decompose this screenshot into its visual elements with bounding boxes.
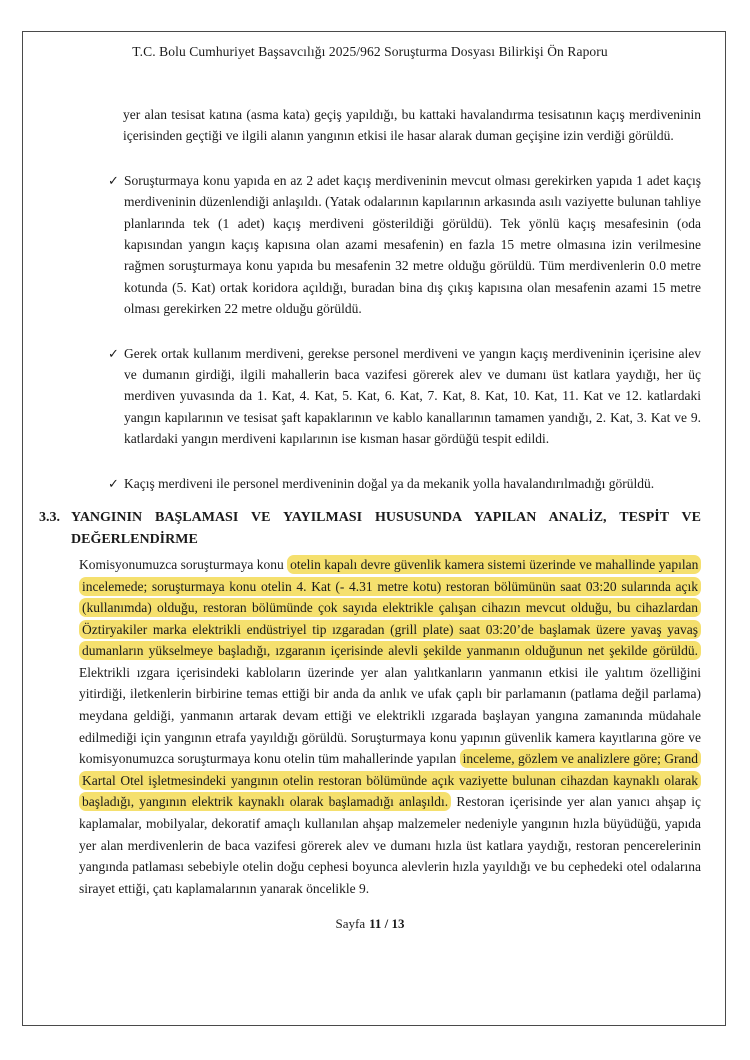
section-number: 3.3. [39,510,60,526]
paragraph-text: Restoran içerisinde yer alan yanıcı ahşap iç kaplamalar, mobilyalar, dekoratif amaçlı kullanılan ahşap malzemeler nedeniyle yangının hızla büyüdüğü, yapıda yer alan merdivenlerin de baca vazifesi görerek alev ve dumanı hızla üst katlara yaydığı, restoran pencerelerinin yangında patlaması sebebiyle otelin doğu cephesi boyunca alevlerin hızla yayıldığı ve bu cephedeki otel odalarına sirayet ettiği, çatı kaplamalarının yanarak öncelikle 9. [79,794,702,896]
highlighted-text: otelin kapalı devre güvenlik kamera sistemi üzerinde ve mahallinde yapılan incelemede; soruşturmaya konu otelin 4. Kat (- 4.31 metre kotu) restoran bölümünün saat 03:20 sularında açık (kullanımda) olduğu, restoran bölümünde çok sayıda elektrikle çalışan cihazın mevcut olduğu, bu cihazlardan Öztiryakiler marka elektrikli endüstriyel tip ızgaradan (grill plate) saat 03:20’de başlamak üzere yavaş yavaş dumanların yükselmeye başladığı, ızgaranın içerisinde alevli şekilde yanmanın olduğunun net şekilde görüldü. [79,555,701,660]
checkmark-icon: ✓ [108,345,119,361]
intro-paragraph: yer alan tesisat katına (asma kata) geçiş yapıldığı, bu kattaki havalandırma tesisatının kaçış merdiveninin içerisinden geçtiği ve ilgili alanın yangının etkisi ile hasar alarak duman geçişine izin verdiği görüldü. [123,107,701,144]
document-header: T.C. Bolu Cumhuriyet Başsavcılığı 2025/962 Soruşturma Dosyası Bilirkişi Ön Raporu [132,44,608,59]
bullet-text: Gerek ortak kullanım merdiveni, gerekse personel merdiveni ve yangın kaçış merdiveninin içerisine alev ve dumanın girdiği, ilgili mahallerin baca vazifesi görerek alev ve dumanı üst katlara yaydığı, her üç merdiven yuvasında da 1. Kat, 4. Kat, 5. Kat, 6. Kat, 7. Kat, 8. Kat, 10. Kat, 11. Kat ve 12. katlardaki yangın kapılarının ve tesisat şaft kapaklarının ve kablo kanallarının tamamen yandığı, 2. Kat, 3. Kat ve 9. katlardaki yangın merdiveni kapılarının ise kısman hasar gördüğü tespit edildi. [124,345,701,447]
list-item [108,170,701,320]
footer-label: Sayfa [335,916,366,932]
checkmark-icon: ✓ [108,172,119,188]
list-item [108,473,701,494]
analysis-paragraph [79,554,701,900]
list-item [108,343,701,450]
highlighted-text: inceleme, gözlem ve analizlere göre; Grand Kartal Otel işletmesindeki yangının otelin restoran bölümünde açık vaziyette bulunan cihazdan kaynaklı olarak başladığı, yangının elektrik kaynaklı olarak başlamadığı anlaşıldı. [79,749,701,811]
section-heading [39,507,701,550]
paragraph-text: Komisyonumuzca soruşturmaya konu [79,556,288,572]
bullet-text: Kaçış merdiveni ile personel merdiveninin doğal ya da mekanik yolla havalandırılmadığı görüldü. [124,475,655,491]
footer-page-number: 11 / 13 [369,916,405,932]
page-footer [39,915,701,932]
checkmark-icon: ✓ [108,475,119,491]
bullet-list [39,170,701,494]
bullet-text: Soruşturmaya konu yapıda en az 2 adet kaçış merdiveninin mevcut olması gerekirken yapıda 1 adet kaçış merdiveninin düzenlendiği anlaşıldı. (Yatak odalarının kapılarının arkasında asılı vaziyette bulunan tahliye planlarında tek (1 adet) kaçış merdiveni gösterildiği görüldü). Tek yönlü kaçış mesafesinin (oda kapısından yangın kaçış kapısına olan azami mesafenin) en fazla 15 metre olmasına izin verilmesine rağmen soruşturmaya konu yapıda bu mesafenin 32 metre olduğu görüldü. Tüm merdivenlerin 0.0 metre kotunda (5. Kat) ortak koridora açıldığı, buradan bina dış çıkış kapısına olan mesafenin azami 15 metre olması gerekirken 22 metre olduğu görüldü. [124,172,701,317]
paragraph-text: Elektrikli ızgara içerisindeki kabloların üzerinde yer alan yalıtkanların yanmanın etkisi ile yalıtım özelliğini yitirdiği, iletkenlerin birbirine temas ettiği bir anda da anlık ve ufak çaplı bir parlamanın (patlama değil parlama) meydana geldiği, yanmanın artarak devam ettiği ve elektrikli ızgarada başlayan yangına zamanında müdahale edilmediği için yangının etrafa yayıldığı görüldü. Soruşturmaya konu yapının güvenlik kamera kayıtlarına göre ve komisyonumuzca soruşturmaya konu otelin tüm mahallerinde yapılan [79,664,701,767]
page-frame [22,31,726,1026]
section-title: YANGININ BAŞLAMASI VE YAYILMASI HUSUSUNDA YAPILAN ANALİZ, TESPİT VE DEĞERLENDİRME [71,510,701,547]
